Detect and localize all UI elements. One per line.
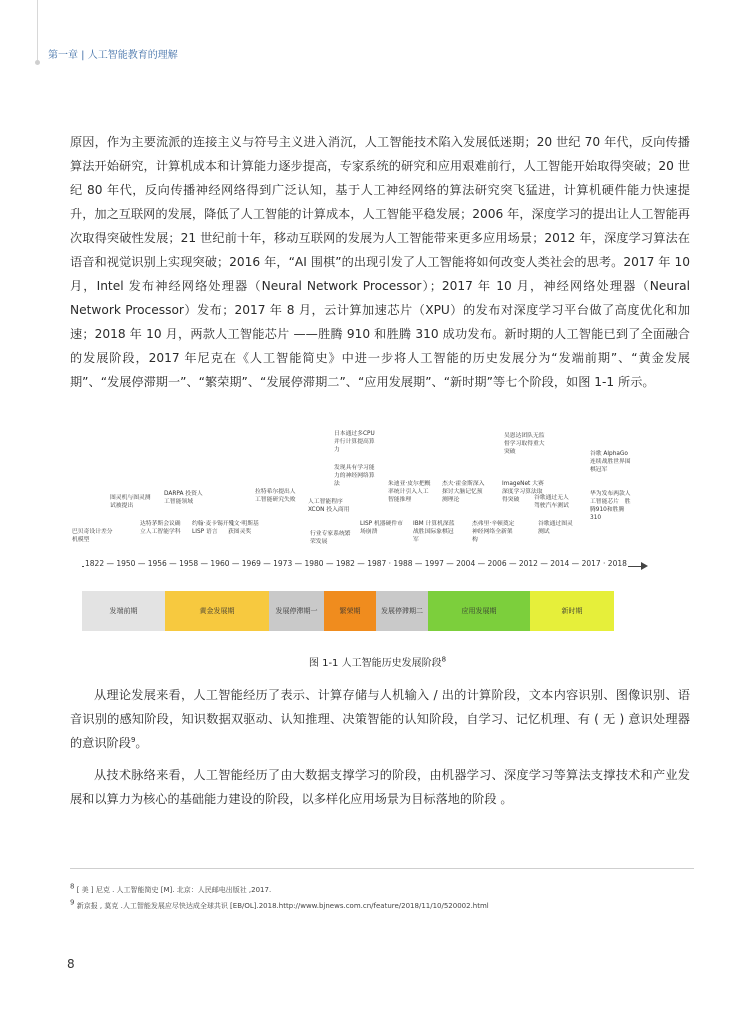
period-band-label: 应用发展期: [461, 607, 497, 615]
body-paragraph-2: [70, 683, 690, 755]
event-label: 吴恩达团队无监督学习取得重大突破: [504, 433, 545, 455]
event-label: 日本通过多CPU并行计算提高算力: [334, 431, 375, 453]
period-band: [82, 591, 165, 631]
body-paragraph-3: 从技术脉络来看，人工智能经历了由大数据支撑学习的阶段，由机器学习、深度学习等算法支撑技术和产业发展和以算力为核心的基础能力建设的阶段，以多样化应用场景为目标落地的阶段 。: [70, 768, 690, 806]
footnote-2: [70, 898, 690, 911]
margin-decoration-dot: [35, 60, 40, 65]
period-band-label: 新时期: [561, 607, 583, 615]
footnote-number: 8: [70, 882, 75, 891]
event-label: 谷歌通过图灵测试: [538, 521, 573, 535]
event-label: IBM 计算机深蓝战胜国际象棋冠军: [413, 521, 455, 543]
body-paragraph-2-end: 。: [135, 736, 148, 750]
event-label: 人工智能程序 XCON 投入商用: [308, 499, 350, 513]
period-band: [376, 591, 428, 631]
event-label: ImageNet 大赛深度学习算法取得突破: [502, 481, 544, 503]
event-label: 达特茅斯会议确立人工智能学科: [140, 521, 181, 535]
footnote-1: [70, 882, 690, 895]
event-label: 杰弗里·辛顿奠定神经网络全新架构: [472, 521, 515, 543]
figure-caption: [0, 654, 755, 669]
figure-caption-text: 图 1-1 人工智能历史发展阶段: [308, 658, 442, 669]
event-label: 华为发布两款人工智能芯片 胜腾910和胜腾310: [590, 491, 631, 521]
page-number: 8: [67, 957, 75, 971]
event-label: 拉特希尔提出人工智能研究失败: [255, 489, 296, 503]
period-band-label: 发展停滞期二: [381, 607, 423, 615]
timeline-arrow: [641, 562, 648, 570]
period-band-label: 发端前期: [109, 607, 138, 615]
event-label: 马文·明斯基获图灵奖: [228, 521, 259, 535]
period-band: [428, 591, 530, 631]
event-label: 杰夫·霍金斯深入探讨大脑记忆预测理论: [442, 481, 485, 503]
footnote-text: 新京报 , 莫克 .人工智能发展应尽快达成全球共识 [EB/OL].2018.http://www.bjnews.com.cn/feature/2018/11/10/520002.html: [76, 902, 489, 910]
footnote-ref: 9: [130, 735, 136, 744]
event-label: 约翰·麦卡锡开发 LISP 语言: [192, 521, 235, 535]
event-label: 图灵机与图灵测试被提出: [110, 495, 151, 509]
event-label: DARPA 投资人工智能领域: [164, 491, 203, 505]
event-label: 发现具有学习能力的神经网络算法: [334, 465, 375, 487]
period-band-label: 发展停滞期一: [275, 607, 318, 615]
period-band: [165, 591, 269, 631]
event-label: 行业专家系统繁荣发展: [310, 531, 351, 545]
event-label: 巴贝奇设计差分机模型: [72, 529, 113, 543]
event-label: LISP 机器硬件市场崩溃: [360, 521, 403, 535]
event-label: 谷歌通过无人驾驶汽车测试: [534, 495, 569, 509]
event-label: 朱迪亚·皮尔把概率统计引入人工智能推理: [388, 481, 431, 503]
footnote-number: 9: [70, 898, 75, 907]
margin-decoration-line: [37, 0, 38, 62]
footnote-ref: 8: [441, 655, 447, 664]
period-band: [530, 591, 614, 631]
timeline-years: 1822 — 1950 — 1956 — 1958 — 1960 — 1969 — 1973 — 1980 — 1982 — 1987 · 1988 — 1997 — 2004 — 2006 — 2012 — 2014 — 2017 · 2018: [85, 559, 627, 568]
figure-timeline: [70, 420, 650, 645]
footnote-text: [ 美 ] 尼克 . 人工智能简史 [M]. 北京：人民邮电出版社 ,2017.: [76, 886, 272, 894]
period-band: [269, 591, 324, 631]
period-band-label: 黄金发展期: [199, 607, 235, 615]
body-paragraph-2-text: 从理论发展来看，人工智能经历了表示、计算存储与人机输入 / 出的计算阶段，文本内容识别、图像识别、语音识别的感知阶段，知识数据双驱动、认知推理、决策智能的认知阶段，自学习、记忆机理、有 ( 无 ) 意识处理器的意识阶段: [70, 688, 690, 750]
chapter-header: 第一章 | 人工智能教育的理解: [48, 50, 178, 61]
period-band: [324, 591, 376, 631]
body-paragraph-1: 原因，作为主要流派的连接主义与符号主义进入消沉，人工智能技术陷入发展低迷期；20 世纪 70 年代，反向传播算法开始研究，计算机成本和计算能力逐步提高，专家系统的研究和应用艰难前行，人工智能开始取得突破；20 世纪 80 年代，反向传播神经网络得到广泛认知，基于人工神经网络的算法研究突飞猛进，计算机硬件能力快速提升，加之互联网的发展，降低了人工智能的计算成本，人工智能平稳发展；2006 年，深度学习的提出让人工智能再次取得突破性发展；21 世纪前十年，移动互联网的发展为人工智能带来更多应用场景；2012 年，深度学习算法在语音和视觉识别上实现突破；2016 年，“AI 围棋”的出现引发了人工智能将如何改变人类社会的思考。2017 年 10 月，Intel 发布神经网络处理器（Neural Network Processor）；2017 年 10 月，神经网络处理器（Neural Network Processor）发布；2017 年 8 月，云计算加速芯片（XPU）的发布对深度学习平台做了高度优化和加速；2018 年 10 月，两款人工智能芯片 ——胜腾 910 和胜腾 310 成功发布。新时期的人工智能已到了全面融合的发展阶段，2017 年尼克在《人工智能简史》中进一步将人工智能的历史发展分为“发端前期”、“黄金发展期”、“发展停滞期一”、“繁荣期”、“发展停滞期二”、“应用发展期”、“新时期”等七个阶段，如图 1-1 所示。: [70, 135, 690, 389]
footnote-rule: [70, 868, 694, 869]
event-label: 谷歌 AlphaGo 连续战胜世界围棋冠军: [590, 451, 631, 473]
period-band-label: 繁荣期: [339, 607, 361, 615]
